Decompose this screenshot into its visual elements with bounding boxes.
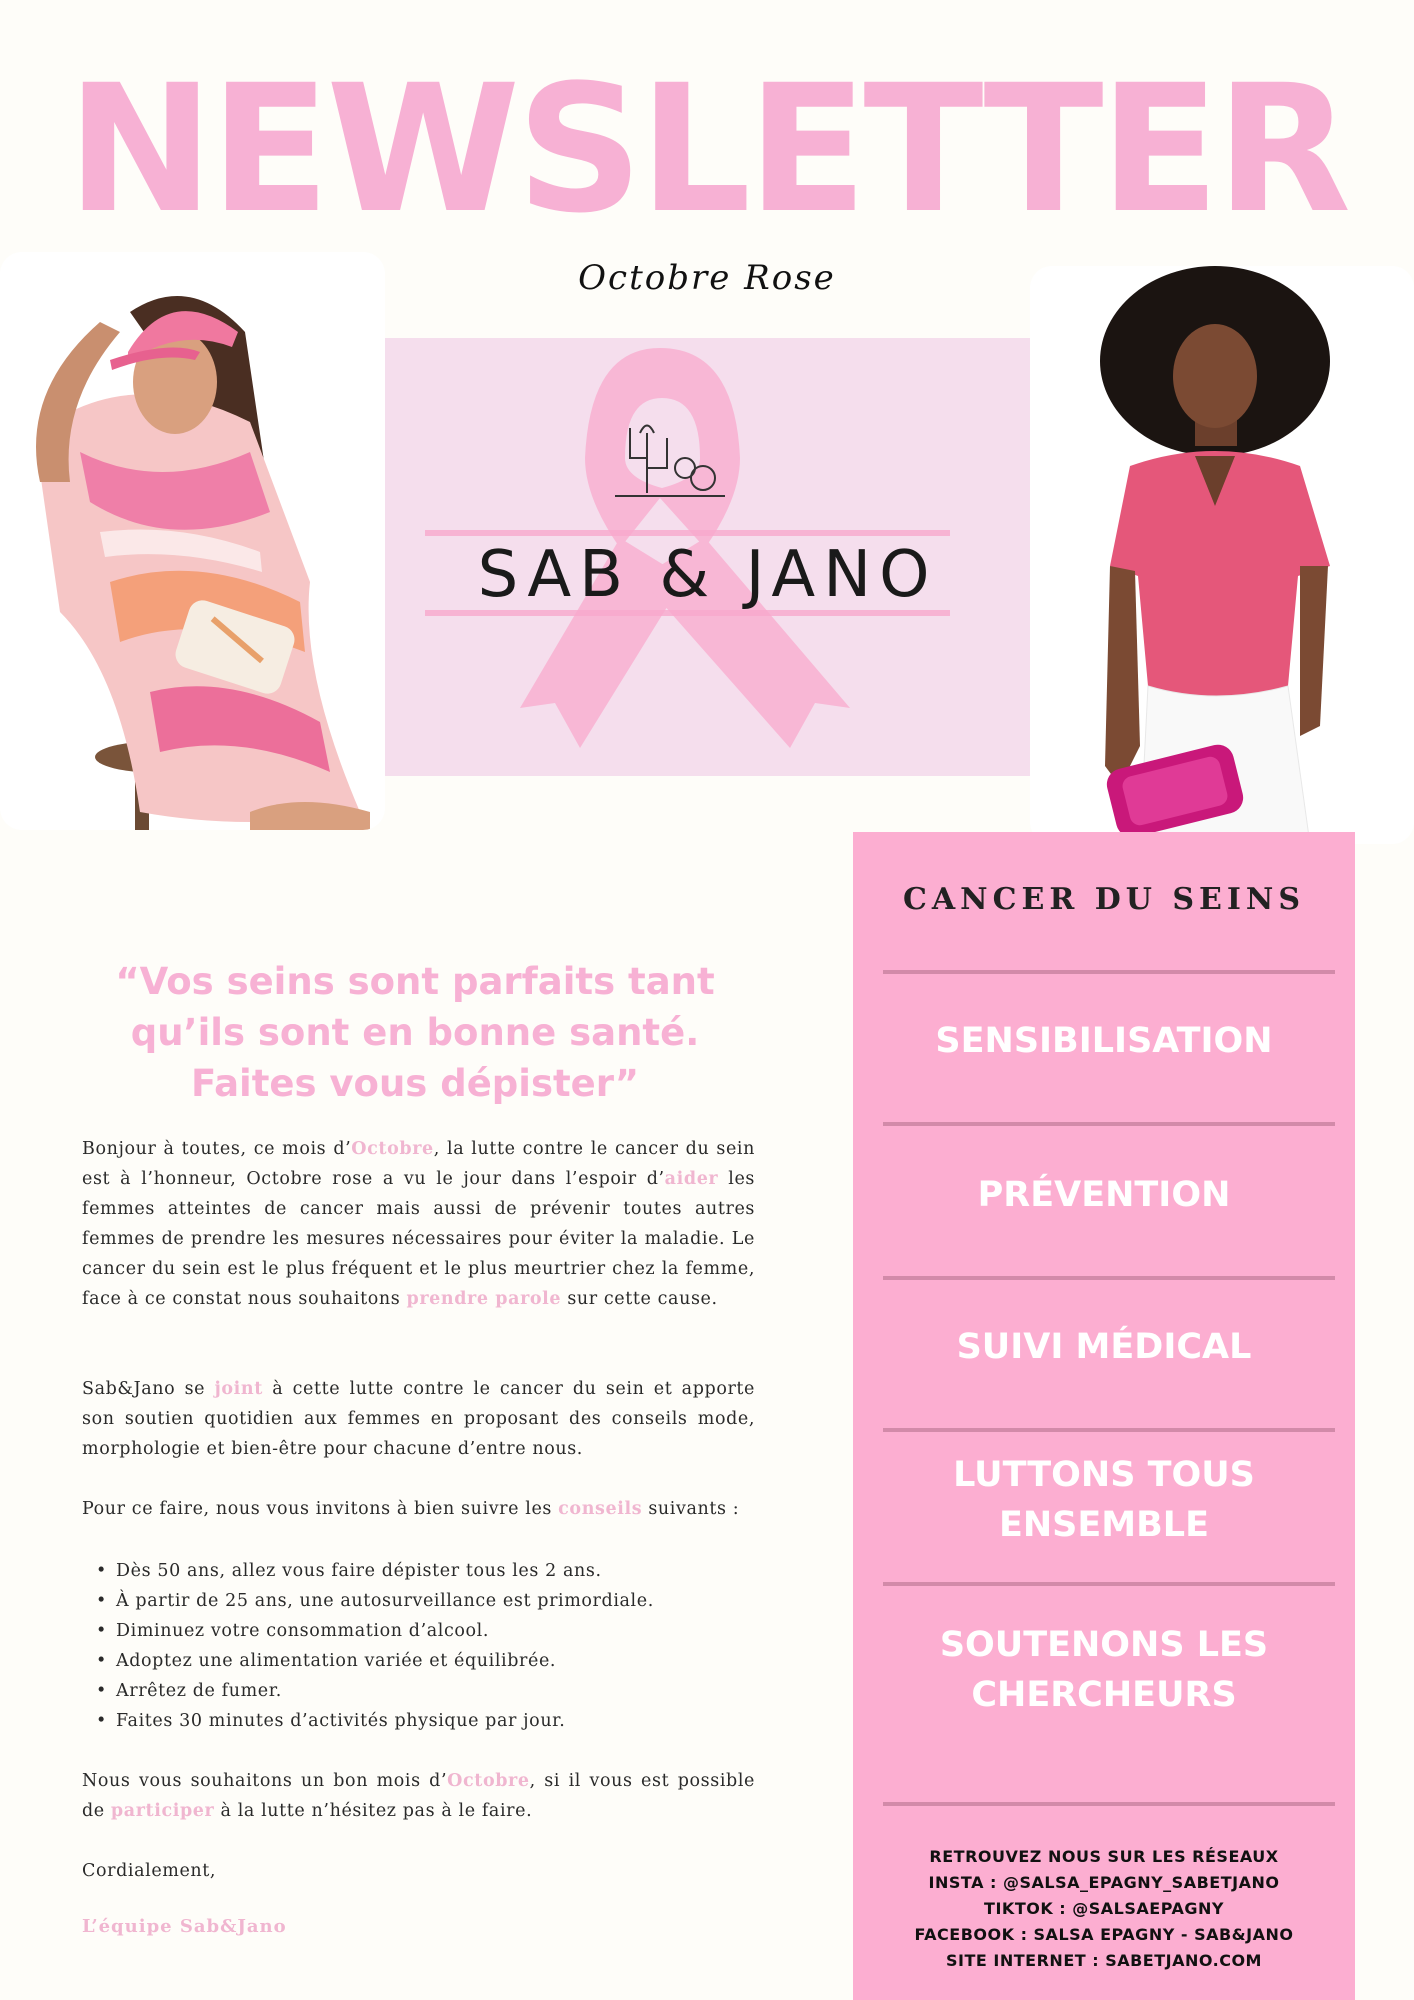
paragraph-intro: Bonjour à toutes, ce mois d’Octobre, la lutte contre le cancer du sein est à l’honneur, Octobre rose a vu le jour dans l’espoir d’aider les femmes atteintes de cancer mais aussi de prévenir toutes autres femmes de prendre les mesures nécessaires pour éviter la maladie. Le cancer du sein est le plus fréquent et le plus meurtrier chez la femme, face à ce constat nous souhaitons prendre parole sur cette cause. bbox=[82, 1139, 756, 1309]
signature: L’équipe Sab&Jano bbox=[82, 1916, 287, 1937]
divider bbox=[883, 1428, 1335, 1432]
list-item: • Diminuez votre consommation d’alcool. bbox=[116, 1616, 789, 1646]
logo-panel bbox=[385, 338, 1030, 776]
paragraph-advice-intro: Pour ce faire, nous vous invitons à bien suivre les conseils suivants : bbox=[82, 1499, 740, 1519]
model-left-illustration bbox=[0, 252, 385, 830]
sidebar-item-luttons: LUTTONS TOUS ENSEMBLE bbox=[953, 1455, 1255, 1545]
divider bbox=[883, 1802, 1335, 1806]
list-item: • Dès 50 ans, allez vous faire dépister tous les 2 ans. bbox=[116, 1556, 789, 1586]
social-website[interactable]: SITE INTERNET : SABETJANO.COM bbox=[946, 1951, 1262, 1970]
closing-text: Cordialement, bbox=[82, 1861, 217, 1881]
list-item: • À partir de 25 ans, une autosurveillance est primordiale. bbox=[116, 1586, 789, 1616]
divider bbox=[883, 1582, 1335, 1586]
social-links bbox=[853, 1844, 1355, 1974]
paragraph-wishes: Nous vous souhaitons un bon mois d’Octobre, si il vous est possible de participer à la lutte n’hésitez pas à le faire. bbox=[82, 1771, 755, 1821]
list-item: • Faites 30 minutes d’activités physique par jour. bbox=[116, 1706, 789, 1736]
quote: “Vos seins sont parfaits tant qu’ils sont en bonne santé. Faites vous dépister” bbox=[115, 960, 715, 1105]
social-facebook[interactable]: FACEBOOK : SALSA EPAGNY - SAB&JANO bbox=[914, 1925, 1294, 1944]
divider bbox=[883, 1276, 1335, 1280]
divider bbox=[883, 970, 1335, 974]
list-item: • Arrêtez de fumer. bbox=[116, 1676, 789, 1706]
brand-logo-text: SAB & JANO bbox=[477, 538, 938, 612]
paragraph-commitment: Sab&Jano se joint à cette lutte contre le cancer du sein et apporte son soutien quotidien aux femmes en proposant des conseils mode, morphologie et bien-être pour chacune d’entre nous. bbox=[82, 1379, 756, 1459]
advice-list bbox=[82, 1556, 789, 1736]
model-right-illustration bbox=[1030, 266, 1414, 844]
sidebar-item-sensibilisation: SENSIBILISATION bbox=[935, 1021, 1273, 1061]
sidebar-title: CANCER DU SEINS bbox=[903, 882, 1305, 917]
model-photo-left bbox=[0, 252, 385, 830]
newsletter-title: NEWSLETTER bbox=[66, 47, 1348, 252]
sidebar-item-chercheurs: SOUTENONS LES CHERCHEURS bbox=[939, 1625, 1269, 1715]
social-tiktok[interactable]: TIKTOK : @SALSAEPAGNY bbox=[984, 1899, 1224, 1918]
social-heading: RETROUVEZ NOUS SUR LES RÉSEAUX bbox=[929, 1847, 1279, 1866]
divider bbox=[883, 1122, 1335, 1126]
list-item: • Adoptez une alimentation variée et équilibrée. bbox=[116, 1646, 789, 1676]
sidebar-item-prevention: PRÉVENTION bbox=[977, 1175, 1231, 1215]
sidebar-item-suivi-medical: SUIVI MÉDICAL bbox=[956, 1327, 1252, 1367]
newsletter-subtitle: Octobre Rose bbox=[578, 258, 836, 298]
model-photo-right bbox=[1030, 266, 1414, 844]
social-instagram[interactable]: INSTA : @SALSA_EPAGNY_SABETJANO bbox=[928, 1873, 1280, 1892]
sidebar-panel bbox=[853, 832, 1355, 2000]
